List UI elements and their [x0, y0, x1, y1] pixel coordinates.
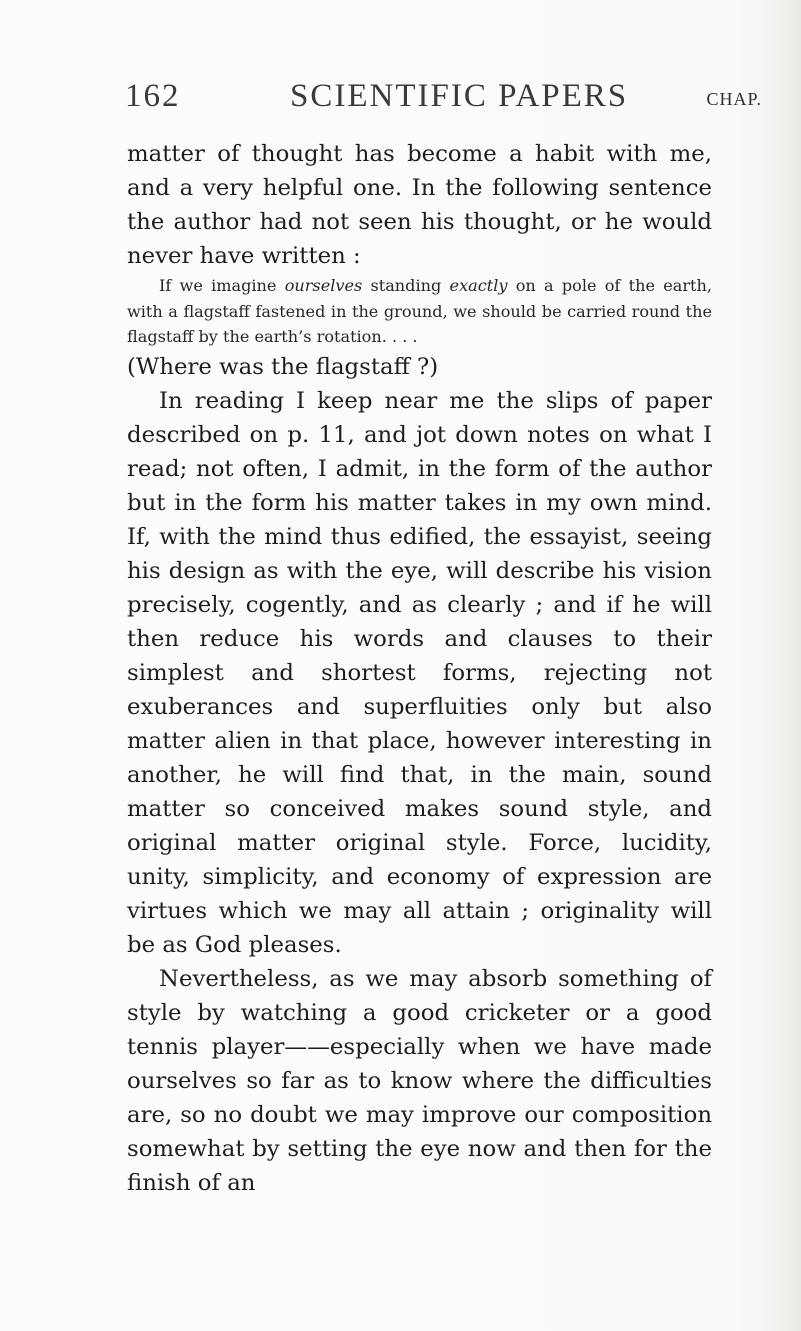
- running-title: SCIENTIFIC PAPERS: [290, 78, 629, 114]
- quote-emphasis: exactly: [449, 276, 508, 295]
- page-body: [127, 137, 712, 1200]
- quote-text: on a pole of the earth, with a flagstaff fastened in the ground, we should be carried round the flagstaff by the earth’s rotation. . . .: [127, 276, 712, 346]
- chapter-marker: CHAP.: [706, 89, 762, 109]
- paragraph: Nevertheless, as we may absorb something of style by watching a good cricketer or a good tennis player——especially when we have made ourselves so far as to know where the difficulties are, so no doubt we may improve our composition somewhat by setting the eye now and then for the finish of an: [127, 965, 712, 1196]
- page-header: [125, 78, 765, 118]
- page-number: 162: [125, 78, 181, 114]
- quote-emphasis: ourselves: [284, 276, 363, 295]
- paragraph-continuation: matter of thought has become a habit with me, and a very helpful one. In the following sentence the author had not seen his thought, or he would never have written :: [127, 141, 712, 269]
- quote-text: standing: [362, 276, 450, 295]
- paragraph: In reading I keep near me the slips of paper described on p. 11, and jot down notes on what I read; not often, I admit, in the form of the author but in the form his matter takes in my own mind. If, with the mind thus edified, the essayist, seeing his design as with the eye, will describe his vision precisely, cogently, and as clearly ; and if he will then reduce his words and clauses to their simplest and shortest forms, rejecting not exuberances and superfluities only but also matter alien in that place, however interesting in another, he will find that, in the main, sound matter so conceived makes sound style, and original matter original style. Force, lucidity, unity, simplicity, and economy of expression are virtues which we may all attain ; originality will be as God pleases.: [127, 387, 712, 958]
- quote-text: If we imagine: [159, 276, 285, 295]
- block-quote: [127, 273, 712, 350]
- paragraph-aside: (Where was the flagstaff ?): [127, 353, 439, 380]
